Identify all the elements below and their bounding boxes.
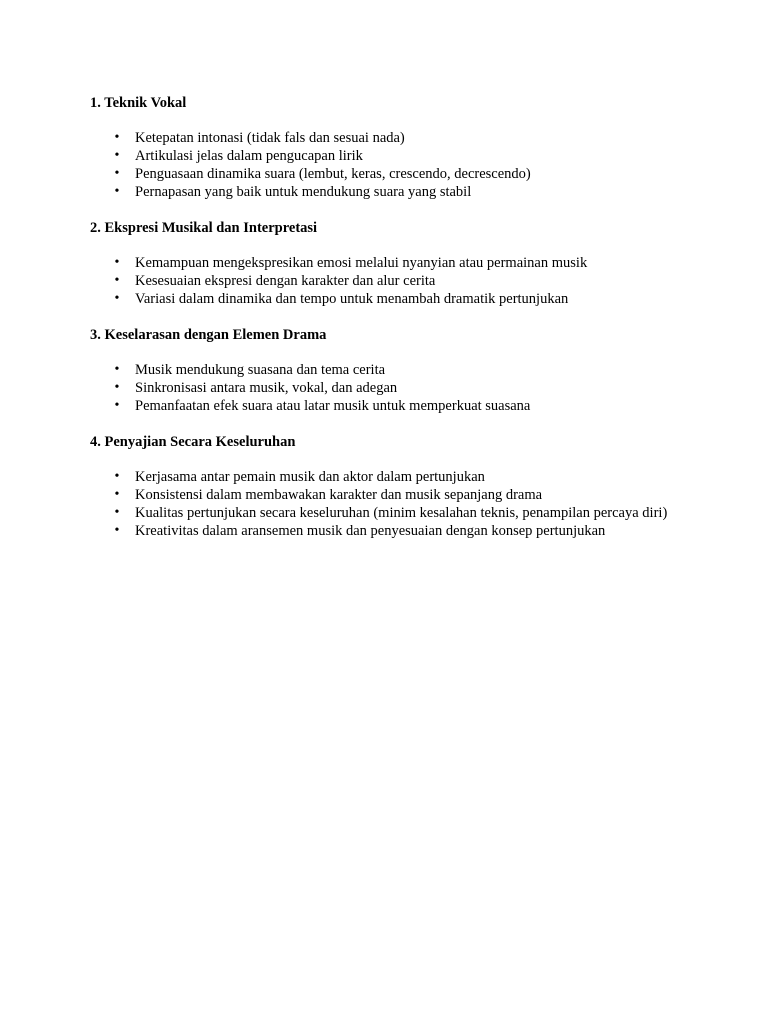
- list-item-text: Penguasaan dinamika suara (lembut, keras, crescendo, decrescendo): [135, 166, 531, 182]
- bullet-icon: •: [114, 487, 120, 502]
- section-heading: 1. Teknik Vokal: [90, 95, 187, 111]
- list-item-text: Ketepatan intonasi (tidak fals dan sesuai nada): [135, 130, 405, 146]
- list-item-text: Variasi dalam dinamika dan tempo untuk menambah dramatik pertunjukan: [135, 291, 569, 307]
- list-item-text: Kesesuaian ekspresi dengan karakter dan alur cerita: [135, 273, 436, 289]
- list-item: [90, 522, 678, 540]
- bullet-list: [90, 468, 678, 540]
- bullet-icon: •: [114, 380, 120, 395]
- bullet-icon: •: [114, 130, 120, 145]
- bullet-list: [90, 361, 678, 415]
- list-item: [90, 379, 678, 397]
- section-heading: 4. Penyajian Secara Keseluruhan: [90, 434, 296, 450]
- bullet-icon: •: [114, 184, 120, 199]
- list-item: [90, 165, 678, 183]
- section-teknik-vokal: [90, 94, 678, 201]
- list-item: [90, 361, 678, 379]
- bullet-icon: •: [114, 255, 120, 270]
- bullet-icon: •: [114, 398, 120, 413]
- bullet-icon: •: [114, 469, 120, 484]
- section-heading: 2. Ekspresi Musikal dan Interpretasi: [90, 220, 318, 236]
- list-item-text: Kerjasama antar pemain musik dan aktor dalam pertunjukan: [135, 469, 485, 485]
- list-item-text: Musik mendukung suasana dan tema cerita: [135, 362, 386, 378]
- list-item: [90, 147, 678, 165]
- list-item-text: Artikulasi jelas dalam pengucapan lirik: [135, 148, 363, 164]
- bullet-icon: •: [114, 291, 120, 306]
- bullet-icon: •: [114, 505, 120, 520]
- bullet-icon: •: [114, 523, 120, 538]
- list-item: [90, 129, 678, 147]
- list-item-text: Pemanfaatan efek suara atau latar musik untuk memperkuat suasana: [135, 398, 531, 414]
- list-item-text: Kemampuan mengekspresikan emosi melalui nyanyian atau permainan musik: [135, 255, 588, 271]
- section-keselarasan-drama: [90, 326, 678, 415]
- bullet-list: [90, 254, 678, 308]
- bullet-icon: •: [114, 362, 120, 377]
- list-item-text: Pernapasan yang baik untuk mendukung suara yang stabil: [135, 184, 472, 200]
- list-item-text: Sinkronisasi antara musik, vokal, dan adegan: [135, 380, 398, 396]
- list-item: [90, 254, 678, 272]
- list-item: [90, 504, 678, 522]
- list-item: [90, 397, 678, 415]
- bullet-icon: •: [114, 166, 120, 181]
- list-item: [90, 486, 678, 504]
- section-ekspresi-musikal: [90, 219, 678, 308]
- list-item-text: Konsistensi dalam membawakan karakter dan musik sepanjang drama: [135, 487, 543, 503]
- list-item-text: Kreativitas dalam aransemen musik dan penyesuaian dengan konsep pertunjukan: [135, 523, 606, 539]
- section-heading: 3. Keselarasan dengan Elemen Drama: [90, 327, 327, 343]
- list-item-text: Kualitas pertunjukan secara keseluruhan (minim kesalahan teknis, penampilan percaya diri): [135, 505, 668, 521]
- list-item: [90, 468, 678, 486]
- list-item: [90, 272, 678, 290]
- section-penyajian-keseluruhan: [90, 433, 678, 540]
- list-item: [90, 183, 678, 201]
- bullet-icon: •: [114, 273, 120, 288]
- list-item: [90, 290, 678, 308]
- bullet-icon: •: [114, 148, 120, 163]
- bullet-list: [90, 129, 678, 201]
